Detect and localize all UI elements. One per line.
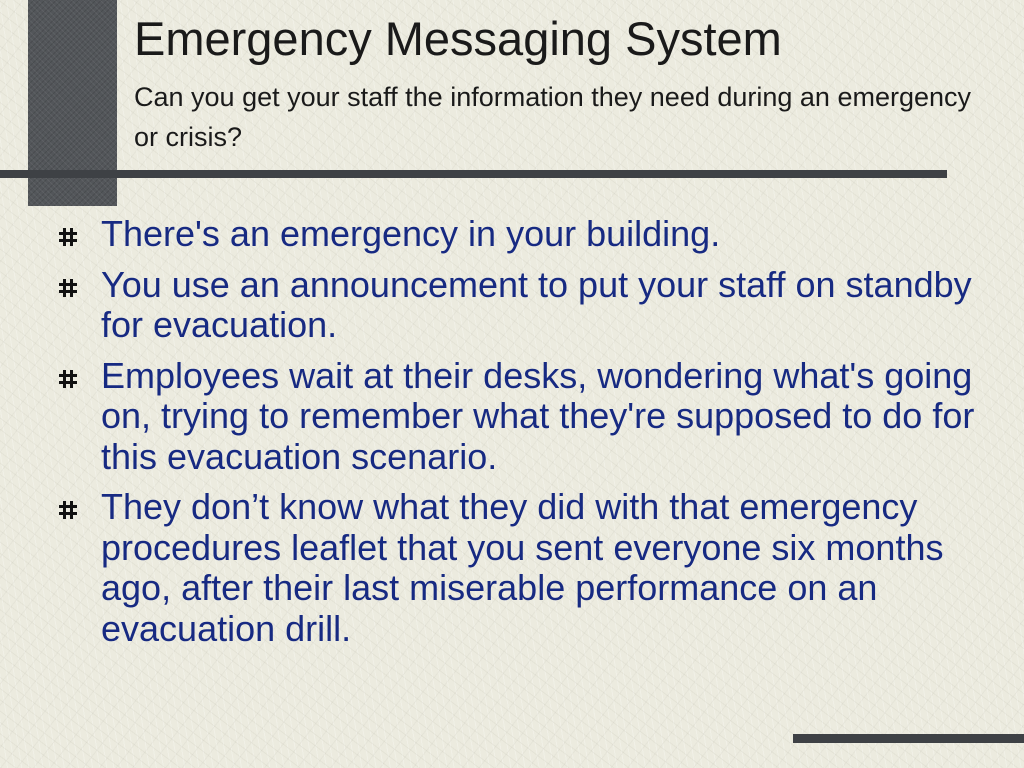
title-divider [0,170,947,178]
hash-bullet-icon [58,278,78,298]
bullet-text: You use an announcement to put your staff on standby for evacuation. [101,263,972,345]
bullet-text: There's an emergency in your building. [101,213,721,254]
slide-title: Emergency Messaging System [134,12,782,65]
bullet-item [58,265,983,346]
bullet-list [58,214,983,659]
hash-bullet-icon [58,369,78,389]
bullet-text: Employees wait at their desks, wondering what's going on, trying to remember what they're supposed to do for this evacuation scenario. [101,354,975,477]
footer-divider [793,734,1024,743]
bullet-item [58,214,983,255]
bullet-item [58,356,983,478]
bullet-text: They don’t know what they did with that emergency procedures leaflet that you sent everyone six months ago, after their last miserable performance on an evacuation drill. [101,486,944,649]
hash-bullet-icon [58,500,78,520]
bullet-item [58,487,983,649]
slide-subtitle: Can you get your staff the information they need during an emergency or crisis? [134,82,972,152]
hash-bullet-icon [58,227,78,247]
